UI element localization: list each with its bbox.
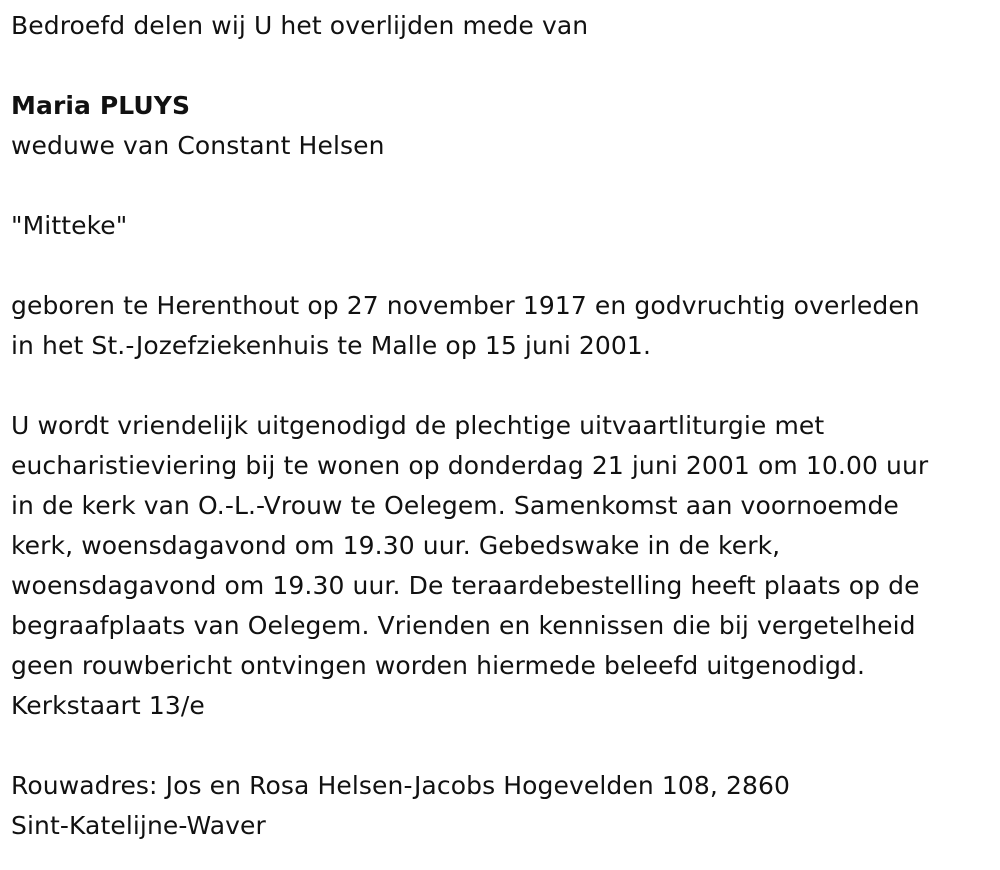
spacer — [11, 726, 986, 766]
deceased-name: Maria PLUYS — [11, 91, 191, 120]
paragraph-line: in de kerk van O.-L.-Vrouw te Oelegem. Samenkomst aan voornoemde — [11, 491, 899, 520]
relation-text: weduwe van Constant Helsen — [11, 131, 385, 160]
nickname-text: "Mitteke" — [11, 211, 128, 240]
address-paragraph — [11, 766, 986, 846]
spacer — [11, 246, 986, 286]
paragraph-line: geen rouwbericht ontvingen worden hiermede beleefd uitgenodigd. — [11, 651, 866, 680]
death-announcement — [11, 6, 986, 846]
spacer — [11, 366, 986, 406]
paragraph-line: Sint-Katelijne-Waver — [11, 811, 266, 840]
paragraph-line: begraafplaats van Oelegem. Vrienden en kennissen die bij vergetelheid — [11, 611, 916, 640]
paragraph-line: woensdagavond om 19.30 uur. De teraardebestelling heeft plaats op de — [11, 571, 920, 600]
paragraph-line: kerk, woensdagavond om 19.30 uur. Gebedswake in de kerk, — [11, 531, 781, 560]
spacer — [11, 46, 986, 86]
paragraph-line: in het St.-Jozefziekenhuis te Malle op 15 juni 2001. — [11, 331, 651, 360]
paragraph-line: Kerkstaart 13/e — [11, 691, 205, 720]
paragraph-line: U wordt vriendelijk uitgenodigd de plechtige uitvaartliturgie met — [11, 411, 825, 440]
intro-text: Bedroefd delen wij U het overlijden mede van — [11, 11, 589, 40]
paragraph-line: geboren te Herenthout op 27 november 1917 en godvruchtig overleden — [11, 291, 920, 320]
paragraph-line: eucharistieviering bij te wonen op donderdag 21 juni 2001 om 10.00 uur — [11, 451, 929, 480]
invitation-paragraph — [11, 406, 986, 726]
spacer — [11, 166, 986, 206]
birth-death-paragraph — [11, 286, 986, 366]
paragraph-line: Rouwadres: Jos en Rosa Helsen-Jacobs Hogevelden 108, 2860 — [11, 771, 790, 800]
